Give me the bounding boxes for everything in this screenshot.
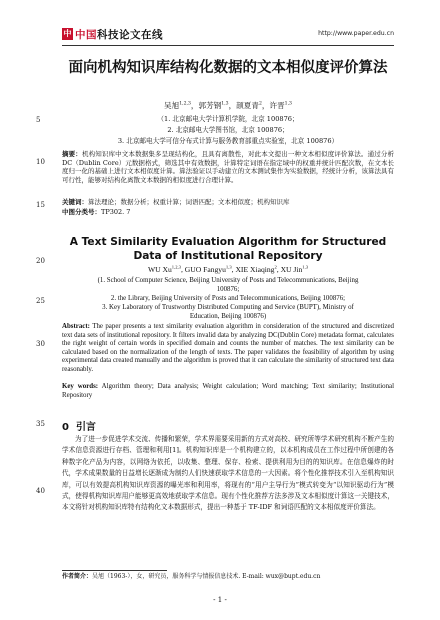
intro-paragraph: 为了进一步促进学术交流、传播和繁荣，学术界需要采用新的方式对高校、研究所等学术研究机构不断产生的学术信息资源进行存档、管理和利用[1]。机构知识库是一个机构建立的，以本机构成员在工作过程中所创建的各种数字化产品为内容，以网络为依托，以收集、整理、保存、检索、提供利用为目的的知识库。在信息爆炸的时代，学术成果数量的日益增长逐渐成为制约人们快速获取学术信息的一大因素。将个性化推荐技术引入至机构知识库，可以有效提高机构知识库资源的曝光率和利用率，将现有的“用户主导行为”模式转变为“以知识驱动行为”模式，使得机构知识库用户能够更高效地获取学术信息。现有个性化推荐方法多涉及文本相似度计算这一关键技术，本文将针对机构知识库特有结构化文本数据形式，提出一种基于 TF-IDF 和词语匹配的文本相似度评价算法。 bbox=[62, 435, 394, 512]
header bbox=[62, 24, 394, 46]
line-number: 15 bbox=[36, 201, 45, 209]
keywords-zh-label: 关键词： bbox=[62, 198, 88, 206]
author-zh: 许晋 bbox=[269, 101, 285, 110]
author-en: XU Jin bbox=[280, 265, 303, 274]
clc-zh bbox=[62, 208, 394, 217]
line-number: 5 bbox=[36, 116, 41, 124]
affiliation-en: 100876; bbox=[216, 286, 240, 293]
clc-zh-text: TP302. 7 bbox=[101, 208, 131, 216]
affiliation-zh: 2. 北京邮电大学图书馆，北京 100876； bbox=[167, 126, 289, 134]
authors-zh: 吴旭$^{1,2,3}$，郭芳钢$^{1,3}$，颉夏青$^2$，许晋$^{1,3}$ bbox=[164, 101, 292, 110]
abstract-zh-text: 机构知识库中文本数据集多呈现结构化，且具有离散性，对此本文提出一种文本相似度评价算法。通过分析 DC（Dublin Core）元数据格式，筛选其中有效数据，计算特定词语在指定域中的权重并统计匹配次数，在文本长度归一化的基础上进行文本相似度计算。算法验证以手动建立的文本测试集作为实验数据，经统计分析，该算法具有可行性，能够对结构化离散文本数据的相似度进行合理计算。 bbox=[62, 150, 395, 184]
affiliation-en: 3. Key Laboratory of Trustworthy Distributed Computing and Service (BUPT), Ministry of bbox=[102, 304, 354, 311]
affiliation-zh: （1. 北京邮电大学计算机学院，北京 100876； bbox=[157, 115, 299, 123]
line-number: 20 bbox=[36, 257, 45, 265]
line-number: 10 bbox=[36, 158, 45, 166]
clc-zh-label: 中图分类号： bbox=[62, 208, 101, 216]
line-number: 30 bbox=[36, 340, 45, 348]
keywords-en-label: Key words: bbox=[62, 383, 99, 390]
abstract-en-label: Abstract: bbox=[62, 323, 90, 330]
footnote-label: 作者简介： bbox=[62, 573, 93, 580]
line-number: 40 bbox=[36, 487, 45, 495]
line-number: 35 bbox=[36, 420, 45, 428]
author-en: XIE Xiaqing bbox=[235, 265, 275, 274]
abstract-en-text: The paper presents a text similarity evaluation algorithm in consideration of the structured and discretized text data sets of institutional repository. It filters invalid data by analyzing DC(Dublin Core) metadata format, calculates the right weight of certain words in specified domain and counts the number of matches. The text similarity can be calculated based on the normalization of the length of texts. The paper validates the feasibility of algorithm by using experimental data created manually and the algorithm is proved that it can calculate the similarity of structured text data reasonably. bbox=[62, 323, 394, 373]
abstract-en bbox=[62, 323, 394, 374]
affiliation-zh: 3. 北京邮电大学可信分布式计算与服务教育部重点实验室，北京 100876） bbox=[117, 137, 339, 145]
line-number: 25 bbox=[36, 297, 45, 305]
page-number: - 1 - bbox=[213, 596, 227, 604]
keywords-zh-text: 算法理论；数据分析；权重计算；词语匹配；文本相似度；机构知识库 bbox=[88, 198, 290, 206]
title-en: A Text Similarity Evaluation Algorithm for Structured Data of Institutional Repository bbox=[69, 236, 387, 262]
keywords-zh bbox=[62, 198, 394, 207]
keywords-en-text: Algorithm theory; Data analysis; Weight calculation; Word matching; Text similarity; Institutional Repository bbox=[62, 383, 394, 399]
author-en: GUO Fangyu bbox=[184, 265, 226, 274]
section-number: 0 bbox=[62, 422, 69, 433]
section-heading bbox=[62, 418, 96, 433]
author-zh: 吴旭 bbox=[164, 101, 180, 110]
affiliation-en: (1. School of Computer Science, Beijing University of Posts and Telecommunications, Beijing bbox=[97, 277, 359, 284]
affiliation-en: Education, Beijing 100876) bbox=[189, 313, 267, 320]
authors-en: WU Xu$^{1,2,3}$, GUO Fangyu$^{1,3}$, XIE Xiaqing$^2$, XU Jin$^{1,3}$ bbox=[147, 264, 309, 274]
logo-text-black: 科技论文在线 bbox=[97, 28, 163, 41]
journal-logo bbox=[62, 26, 163, 42]
section-title: 引言 bbox=[75, 422, 96, 433]
abstract-zh-label: 摘要： bbox=[62, 150, 82, 158]
logo-mark-icon: 中 bbox=[63, 29, 72, 38]
author-zh: 郭芳钢 bbox=[198, 101, 222, 110]
author-zh: 颉夏青 bbox=[236, 101, 259, 110]
header-url[interactable]: http://www.paper.edu.cn bbox=[318, 30, 394, 37]
footnote-text: 吴旭（1963-），女，研究员，服务科学与情报信息技术. E-mail: wux@bupt.edu.cn bbox=[92, 573, 321, 580]
keywords-en bbox=[62, 383, 394, 400]
header-divider bbox=[62, 45, 394, 46]
abstract-zh bbox=[62, 150, 394, 184]
title-zh: 面向机构知识库结构化数据的文本相似度评价算法 bbox=[68, 60, 388, 76]
footnote-divider bbox=[62, 570, 167, 571]
logo-text-red: 中国 bbox=[75, 28, 97, 41]
author-en: WU Xu bbox=[147, 265, 172, 274]
footnote bbox=[62, 573, 394, 581]
affiliation-en: 2. the Library, Beijing University of Posts and Telecommunications, Beijing 100876; bbox=[110, 295, 346, 302]
